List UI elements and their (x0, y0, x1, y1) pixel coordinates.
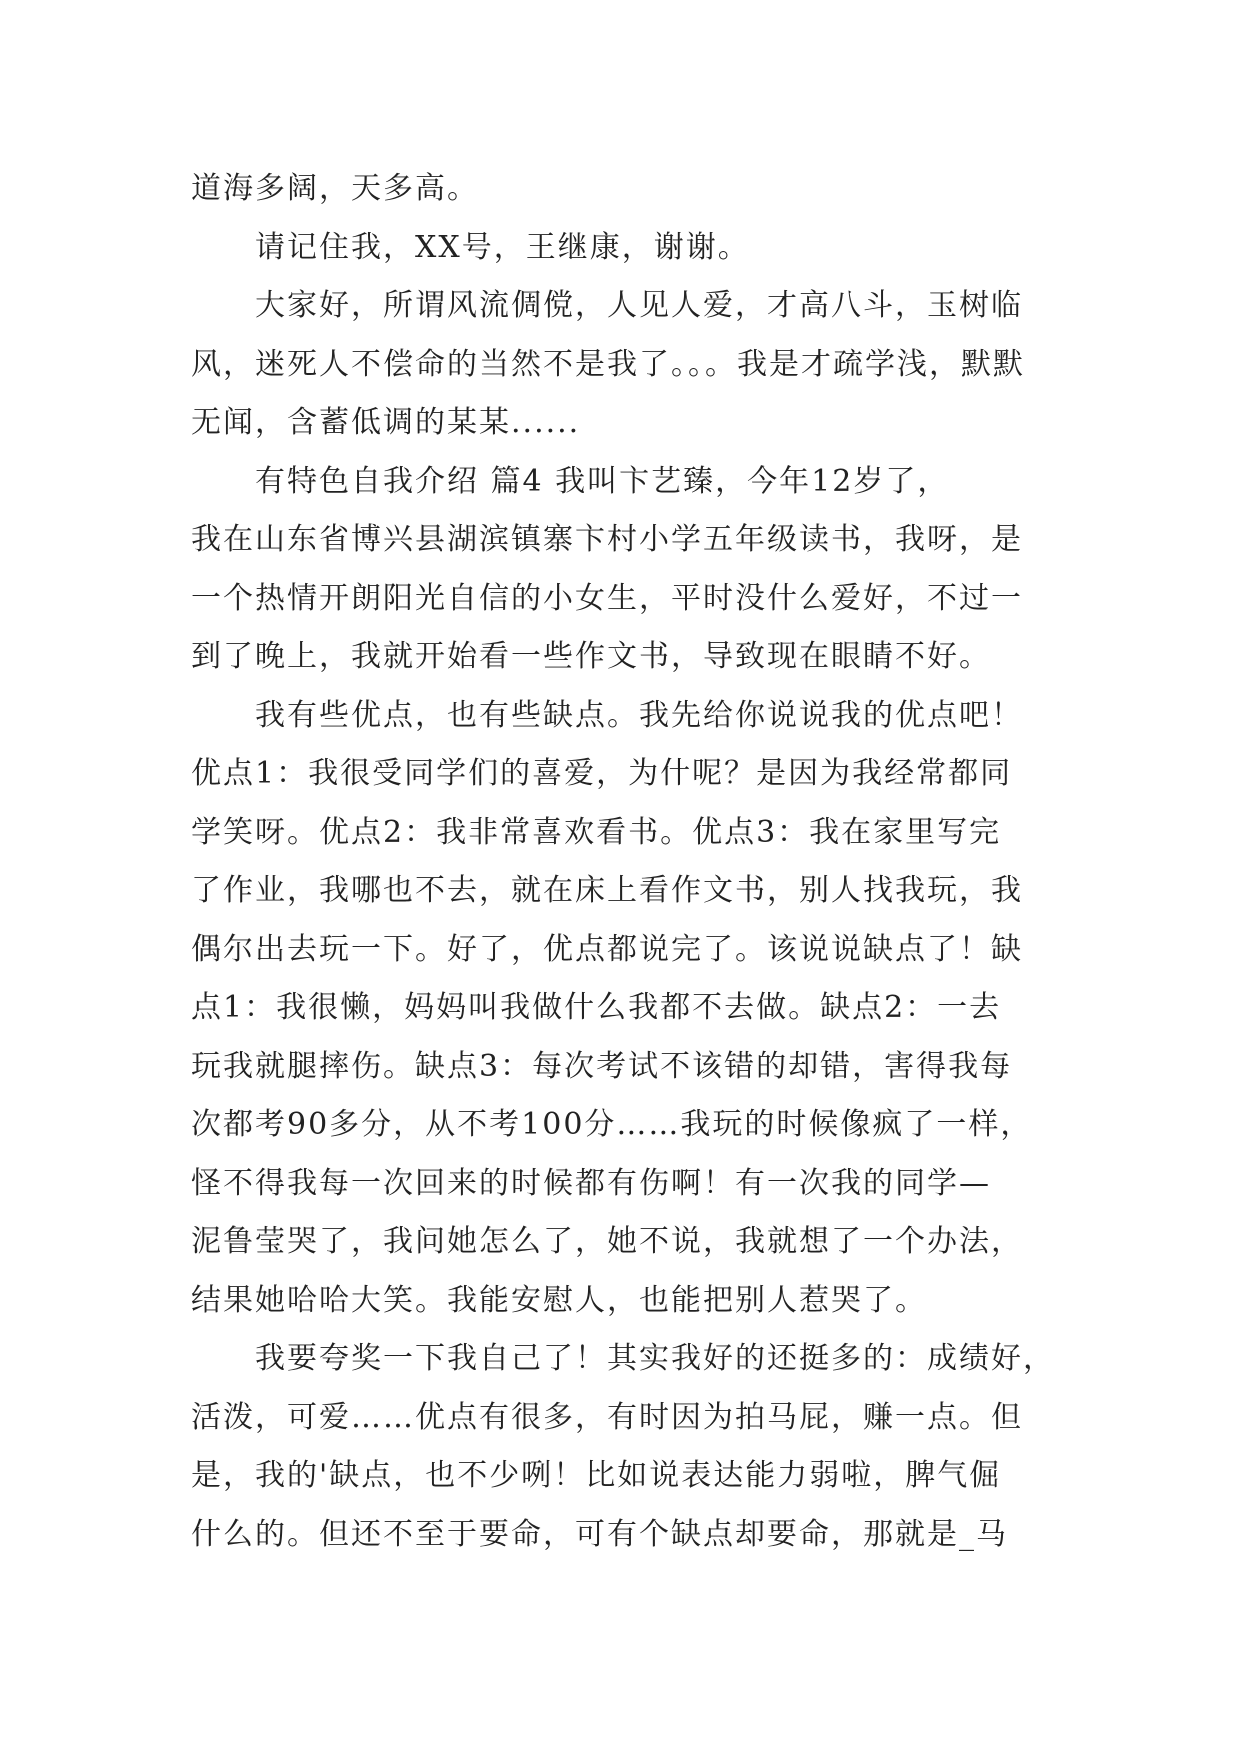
text-line-11: 优点1：我很受同学们的喜爱，为什呢？是因为我经常都同 (191, 756, 1013, 791)
document-body (191, 160, 1061, 1564)
text-line-3: 大家好，所谓风流倜傥，人见人爱，才高八斗，玉树临 (255, 288, 1023, 323)
text-line-20: 结果她哈哈大笑。我能安慰人，也能把别人惹哭了。 (191, 1282, 927, 1318)
text-line-22: 活泼，可爱……优点有很多，有时因为拍马屁，赚一点。但 (191, 1399, 1023, 1435)
text-line-12: 学笑呀。优点2：我非常喜欢看书。优点3：我在家里写完 (191, 814, 1002, 850)
text-line-4: 风，迷死人不偿命的当然不是我了。。。我是才疏学浅，默默 (191, 346, 1025, 382)
text-line-17: 次都考90多分，从不考100分……我玩的时候像疯了一样， (191, 1107, 1033, 1142)
text-line-1: 道海多阔，天多高。 (191, 171, 479, 206)
text-line-13: 了作业，我哪也不去，就在床上看作文书，别人找我玩，我 (191, 873, 1023, 908)
text-line-7: 我在山东省博兴县湖滨镇寨卞村小学五年级读书，我呀，是 (191, 522, 1023, 557)
text-line-15: 点1：我很懒，妈妈叫我做什么我都不去做。缺点2：一去 (191, 990, 1002, 1025)
text-line-10: 我有些优点，也有些缺点。我先给你说说我的优点吧！ (255, 697, 1023, 733)
text-line-16: 玩我就腿摔伤。缺点3：每次考试不该错的却错，害得我每 (191, 1048, 1013, 1084)
text-line-2: 请记住我，XX号，王继康，谢谢。 (255, 229, 750, 265)
text-line-19: 泥鲁莹哭了，我问她怎么了，她不说，我就想了一个办法， (191, 1224, 1023, 1259)
text-line-24: 什么的。但还不至于要命，可有个缺点却要命，那就是_马 (191, 1516, 1008, 1552)
text-line-23: 是，我的'缺点，也不少咧！比如说表达能力弱啦，脾气倔 (191, 1458, 1002, 1493)
text-line-14: 偶尔出去玩一下。好了，优点都说完了。该说说缺点了！缺 (191, 931, 1023, 967)
text-line-9: 到了晚上，我就开始看一些作文书，导致现在眼睛不好。 (191, 639, 991, 674)
text-line-5: 无闻，含蓄低调的某某...... (191, 405, 581, 440)
text-line-21: 我要夸奖一下我自己了！其实我好的还挺多的：成绩好， (255, 1341, 1055, 1376)
text-line-8: 一个热情开朗阳光自信的小女生，平时没什么爱好，不过一 (191, 580, 1023, 616)
text-line-18: 怪不得我每一次回来的时候都有伤啊！有一次我的同学— (191, 1165, 991, 1201)
text-line-6: 有特色自我介绍 篇4 我叫卞艺臻，今年12岁了， (255, 463, 950, 499)
